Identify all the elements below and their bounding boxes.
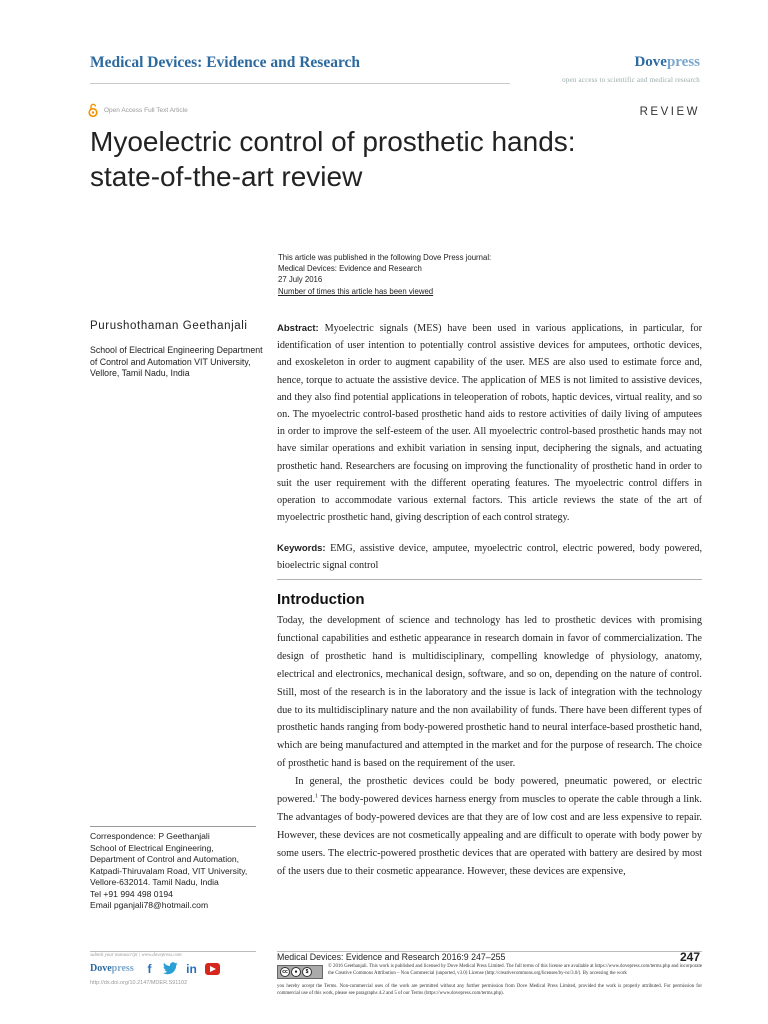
by-icon: ● xyxy=(291,967,301,977)
facebook-icon[interactable]: f xyxy=(147,961,152,976)
intro-p2-part-b: The body-powered devices harness energy from muscles to operate the cable through a link. The advantages of body-powered devices are that they are of low cost and are less expensive to repair. However, these devices are not cosmetically appealing and are difficult to operate with body power by some users. The electric-powered prosthetic devices that are operated with battery are desired by most of the users due to their cosmetic appearance. However, these devices are expensive, xyxy=(277,794,702,877)
pubinfo-date: 27 July 2016 xyxy=(278,275,323,285)
open-access-lock-icon xyxy=(88,103,98,117)
logo-press-text: press xyxy=(666,54,700,70)
journal-citation: Medical Devices: Evidence and Research 2016:9 247–255 xyxy=(277,952,506,962)
open-access-label: Open Access Full Text Article xyxy=(104,106,188,114)
publisher-tagline: open access to scientific and medical research xyxy=(562,76,700,84)
section-heading-introduction: Introduction xyxy=(277,591,365,608)
abstract xyxy=(277,320,702,526)
publication-info xyxy=(278,252,491,297)
footer-logo-press: press xyxy=(111,963,134,974)
dovepress-logo[interactable] xyxy=(634,54,700,71)
social-links xyxy=(142,961,220,976)
correspondence-divider xyxy=(90,826,256,827)
correspondence-address-1: School of Electrical Engineering, xyxy=(90,842,214,853)
journal-name[interactable]: Medical Devices: Evidence and Research xyxy=(90,54,361,71)
introduction-body xyxy=(277,612,702,881)
author-name: Purushothaman Geethanjali xyxy=(90,320,248,332)
linkedin-icon[interactable]: in xyxy=(186,961,197,976)
title-line-1: Myoelectric control of prosthetic hands: xyxy=(90,126,576,157)
correspondence-phone: Tel +91 994 498 0194 xyxy=(90,888,173,899)
correspondence-address-3: Katpadi-Thiruvalam Road, VIT University, xyxy=(90,865,248,876)
correspondence-address-2: Department of Control and Automation, xyxy=(90,854,240,864)
youtube-icon[interactable] xyxy=(205,963,220,975)
nc-icon: $ xyxy=(302,967,312,977)
doi-link[interactable]: http://dx.doi.org/10.2147/MDER.S91102 xyxy=(90,980,188,986)
correspondence-block xyxy=(90,831,270,912)
license-text-continued: you hereby accept the Terms. Non-commercial uses of the work are permitted without any further permission from Dove Medical Press Limited, provided the work is properly attributed. For permission for commercial use of this work, please see paragraphs 4.2 and 5 of our Terms (https://www.dovepress.com/terms.php). xyxy=(277,984,702,996)
intro-p2-part-a: In general, the prosthetic devices could be body powered, pneumatic powered, or electric powered. xyxy=(277,776,702,806)
article-type-label: REVIEW xyxy=(639,106,700,118)
cc-icon: cc xyxy=(280,967,290,977)
keywords-text: EMG, assistive device, amputee, myoelectric control, electric powered, body powered, bioelectric signal control xyxy=(277,543,702,572)
correspondence-name: Correspondence: P Geethanjali xyxy=(90,831,210,841)
abstract-text: Myoelectric signals (MES) have been used in various applications, in particular, for identification of user intention to potentially control assistive devices for amputees, orthotic devices, and exoskeleton in order to augment capability of the user. MES are also used to estimate force and, hence, torque to actuate the assistive device. The application of MES is not limited to assistive devices, and they also find potential applications in teleoperation of robots, haptic devices, virtual reality, and so on. The myoelectric control-based prosthetic hand aids to restore activities of daily living of amputees in order to improve the self-esteem of the user. All myoelectric control-based prosthetic hands may not have similar operations and exhibit variation in sensing input, deciphering the signals, and actuating prosthetic hand. Researchers are focusing on improving the functionality of prosthetic hand in order to suit the user requirement with the different operating features. The myoelectric control differs in operation to accommodate various external factors. This article reviews the state of the art of myoelectric prosthetic hand, giving description of each control strategy. xyxy=(277,323,702,524)
open-access-row xyxy=(88,103,188,117)
license-text: © 2016 Geethanjali. This work is published and licensed by Dove Medical Press Limited. The full terms of this license are available at https://www.dovepress.com/terms.php and incorporate the Creative Commons Attribution – Non Commercial (unported, v3.0) License (http://creativecommons.org/licenses/by-nc/3.0/). By accessing the work xyxy=(328,964,702,976)
correspondence-address-4: Vellore-632014. Tamil Nadu, India xyxy=(90,877,219,887)
views-count-link[interactable]: Number of times this article has been viewed xyxy=(278,286,434,296)
pubinfo-line-1: This article was published in the following Dove Press journal: xyxy=(278,253,492,262)
intro-paragraph-1: Today, the development of science and technology has led to prosthetic devices with promising functional capabilities and esthetic appearance in research domain in favor of commercialization. The design of prosthetic hand is multidisciplinary, compelling knowledge of physiology, anatomy, electrical and electronics, mechanical design, software, and so on, depending on the nature of control. Still, most of the research is in the laboratory and the issue is lack of integration with the technology due to its multidisciplinary nature and the non availability of funds. There have been different types of prosthetic hands ranging from body-powered prosthetic hand to neural interface-based prosthetic hand, which are being manufactured and attempted in the market and for the purpose of research. The choice of prosthetic hand is based on the requirement of the user. xyxy=(277,615,702,770)
footer-divider-left xyxy=(90,951,256,952)
keywords-label: Keywords: xyxy=(277,543,326,554)
keywords xyxy=(277,540,702,574)
title-line-2: state-of-the-art review xyxy=(90,161,363,192)
intro-paragraph-2 xyxy=(277,773,702,880)
keywords-divider xyxy=(277,579,702,580)
abstract-label: Abstract: xyxy=(277,323,319,334)
logo-dove-text: Dove xyxy=(634,54,667,70)
correspondence-email[interactable]: Email pganjali78@hotmail.com xyxy=(90,900,209,910)
footer-logo-dove: Dove xyxy=(90,963,112,974)
footer-dovepress-logo[interactable] xyxy=(90,963,134,974)
page-number: 247 xyxy=(679,950,700,964)
article-title xyxy=(90,124,690,194)
reference-link-1[interactable]: 1 xyxy=(315,793,319,800)
pubinfo-journal: Medical Devices: Evidence and Research xyxy=(278,264,422,274)
author-affiliation: School of Electrical Engineering Department of Control and Automation VIT University, Vellore, Tamil Nadu, India xyxy=(90,345,263,378)
header-divider xyxy=(90,83,510,84)
submit-manuscript-link[interactable]: submit your manuscript | www.dovepress.com xyxy=(90,953,182,958)
twitter-icon[interactable] xyxy=(163,962,178,975)
creative-commons-badge[interactable] xyxy=(277,965,323,979)
